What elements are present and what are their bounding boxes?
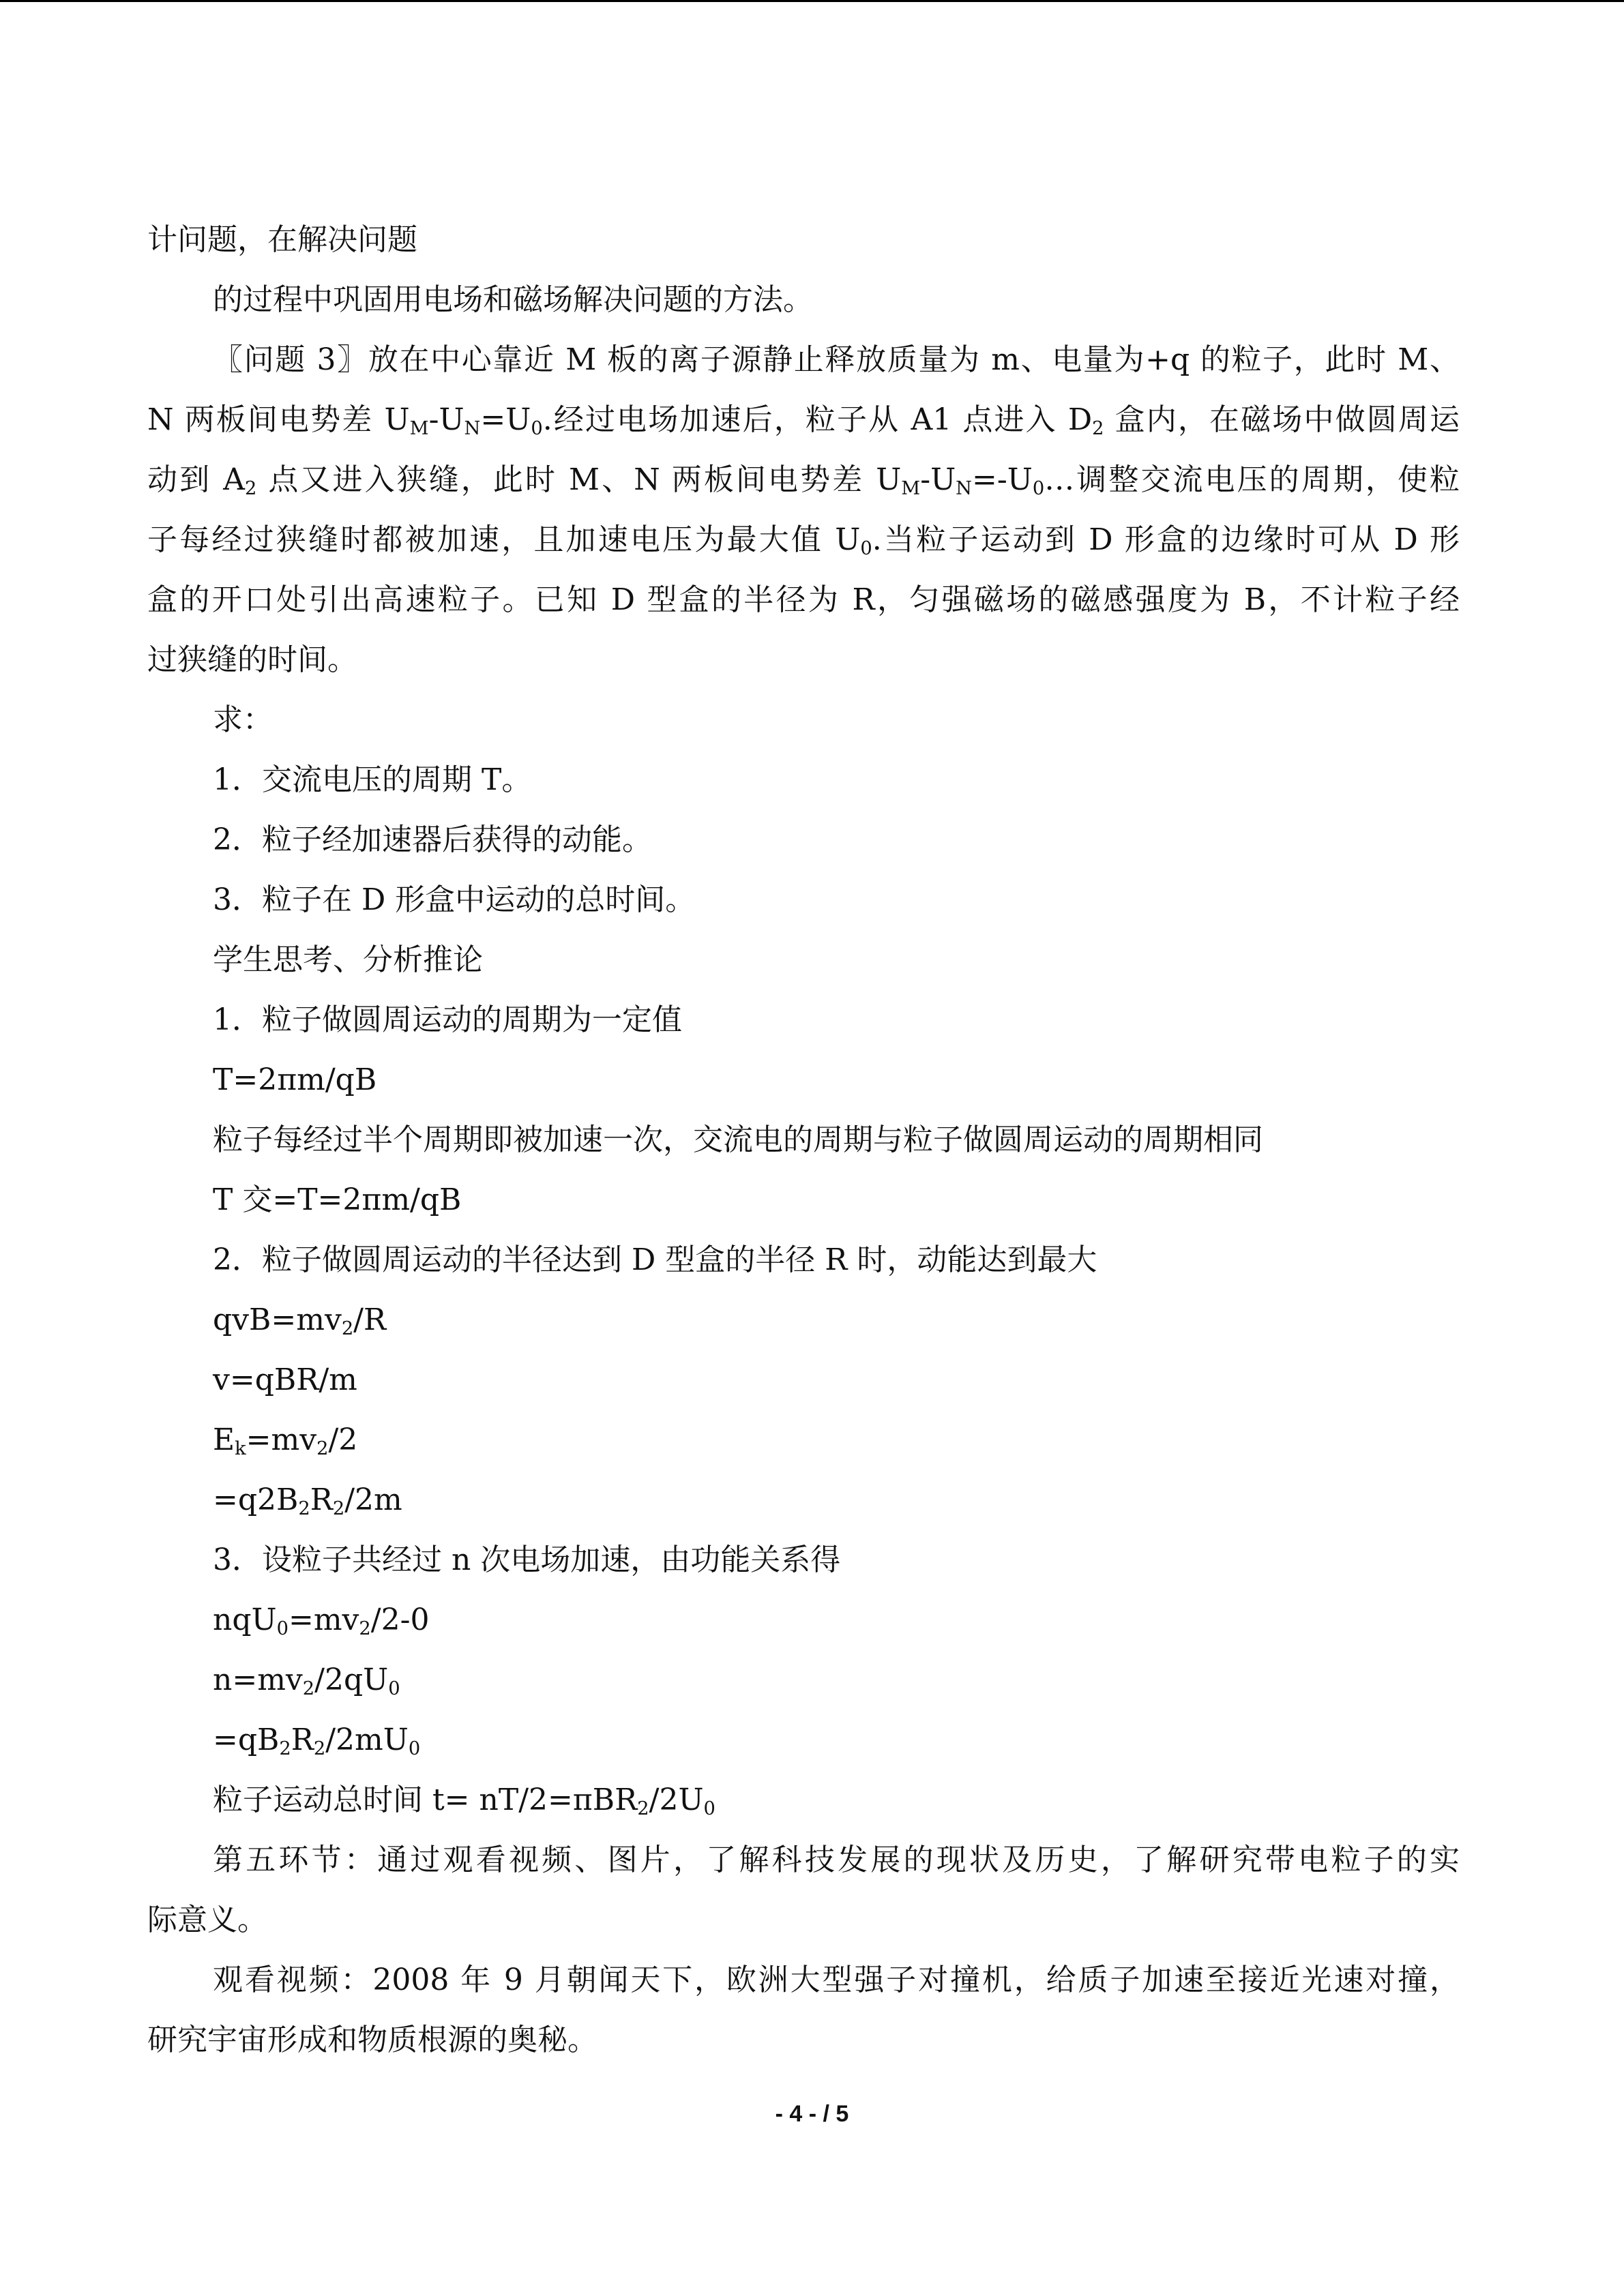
formula-line: $=q2B_2R_2/2m$ [213,1482,402,1519]
paragraph-line: 际意义。 [147,1903,267,1937]
formula-line: 粒子运动总时间 $t= nT/2=\pi BR_2/2U_0$ [213,1783,715,1819]
paragraph-line: 学生思考、分析推论 [213,942,483,977]
formula-line: $n=mv_2/2qU_0$ [213,1663,400,1699]
question-item: 1．交流电压的周期 T。 [213,762,532,797]
formula-line: T=2πm/qB [213,1062,377,1097]
paragraph-line: 过狭缝的时间。 [147,642,357,677]
paragraph-line: 计问题，在解决问题 [147,222,417,257]
paragraph-line: 第五环节：通过观看视频、图片，了解科技发展的现状及历史，了解研究带电粒子的实 [213,1843,1460,1877]
paragraph-line: 观看视频：2008 年 9 月朝闻天下，欧洲大型强子对撞机，给质子加速至接近光速对撞， [213,1963,1460,1997]
paragraph-line: 研究宇宙形成和物质根源的奥秘。 [147,2023,597,2057]
paragraph-line: 动到 $A_2$ 点又进入狭缝，此时 M、N 两板间电势差 $U_M-U_N=-U_0\dots$调整交流电压的周期，使粒 [147,462,1460,499]
question-item: 3．粒子在 D 形盒中运动的总时间。 [213,882,696,917]
paragraph-line: 子每经过狭缝时都被加速，且加速电压为最大值 $U_0$.当粒子运动到 D 形盒的边缘时可从 D 形 [147,522,1460,559]
formula-line: $nqU_0=mv_2/2-0$ [213,1602,430,1639]
question-item: 2．粒子经加速器后获得的动能。 [213,822,652,857]
paragraph-line: 3．设粒子共经过 n 次电场加速，由功能关系得 [213,1542,841,1577]
document-body [147,210,1460,2070]
page-number: - 4 - / 5 [775,2101,849,2127]
paragraph-line: 〖问题 3〗放在中心靠近 M 板的离子源静止释放质量为 m、电量为+q 的粒子，此时 M、 [213,342,1460,377]
paragraph-line: 的过程中巩固用电场和磁场解决问题的方法。 [213,282,813,317]
paragraph-line: 1．粒子做圆周运动的周期为一定值 [213,1002,682,1037]
paragraph-line: 盒的开口处引出高速粒子。已知 D 型盒的半径为 R，匀强磁场的磁感强度为 B，不计粒子经 [147,582,1460,617]
paragraph-line: 求： [213,702,273,737]
paragraph-line: 粒子每经过半个周期即被加速一次，交流电的周期与粒子做圆周运动的周期相同 [213,1122,1263,1157]
formula-line: $E_k=mv_2/2$ [213,1422,358,1459]
formula-line: T 交=T=2πm/qB [213,1182,462,1217]
paragraph-line: N 两板间电势差 $U_M-U_N=U_0$.经过电场加速后，粒子从 A1 点进入 $D_2$ 盒内，在磁场中做圆周运 [147,402,1460,439]
formula-line: v=qBR/m [213,1362,357,1397]
top-border [0,0,1624,2]
paragraph-line: 2．粒子做圆周运动的半径达到 D 型盒的半径 R 时，动能达到最大 [213,1242,1097,1277]
formula-line: $=qB_2R_2/2mU_0$ [213,1723,421,1759]
formula-line: $qvB=mv_2/R$ [213,1302,387,1339]
